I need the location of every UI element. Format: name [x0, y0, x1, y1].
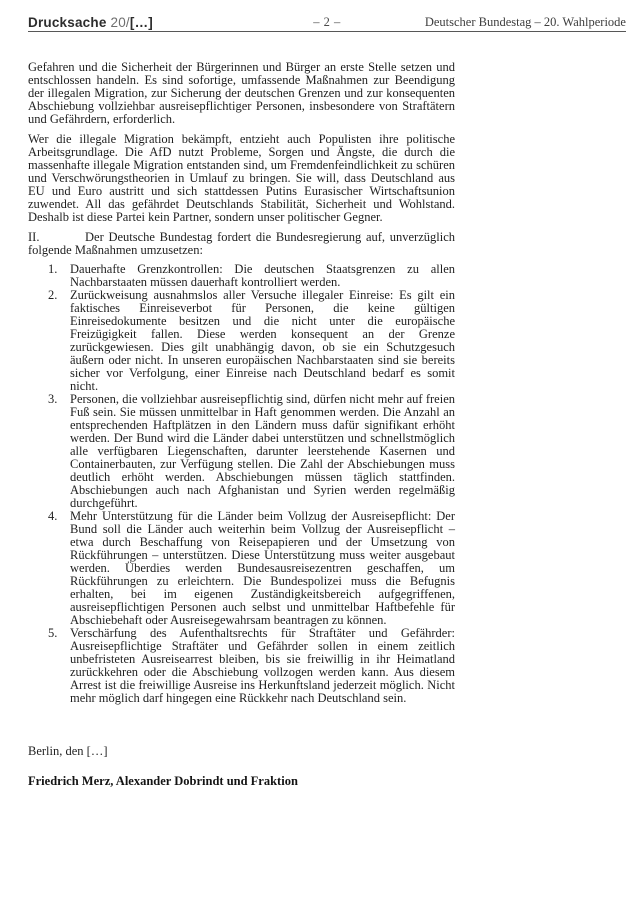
list-item-number: 3. — [48, 392, 58, 406]
paragraph-afd: Wer die illegale Migration bekämpft, entzieht auch Populisten ihre politische Arbeitsgrundlage. Die AfD nutzt Probleme, Sorgen und Ängste, die durch die massenhafte illegale Migration entstanden sind, um Fremdenfeindlichkeit zu schüren und Verschwörungstheorien in Umlauf zu bringen. Sie will, dass Deutschland aus EU und Euro austritt und sich stattdessen Putins Eurasischer Wirtschaftsunion zuwendet. All das gefährdet Deutschlands Stabilität, Sicherheit und Wohlstand. Deshalb ist diese Partei kein Partner, sondern unser politischer Gegner. — [28, 132, 455, 224]
page-header — [28, 13, 626, 32]
list-item-text: Verschärfung des Aufenthaltsrechts für Straftäter und Gefährder: Ausreisepflichtige Straftäter und Gefährder sollen in einem zeitlich unbefristeten Ausreisearrest bleiben, bis sie freiwillig in ihr Heimatland zurückkehren oder die Abschiebung vollzogen werden kann. Aus diesem Arrest ist die freiwillige Ausreise ins Herkunftsland jederzeit möglich. Nicht mehr möglich darf hingegen eine Rückkehr nach Deutschland sein. — [70, 626, 455, 705]
signature-line: Friedrich Merz, Alexander Dobrindt und Fraktion — [28, 774, 298, 788]
list-item-number: 2. — [48, 288, 58, 302]
paragraph-intro: Gefahren und die Sicherheit der Bürgerinnen und Bürger an erste Stelle setzen und entschlossen handeln. Es sind sofortige, umfassende Maßnahmen zur Beendigung der illegalen Migration, zur Sicherung der deutschen Grenzen und zur konsequenten Abschiebung vollziehbar ausreisepflichtiger Personen, insbesondere von Straftätern und Gefährdern, erforderlich. — [28, 60, 455, 126]
list-item — [28, 393, 455, 510]
drucksache-label: Drucksache — [28, 15, 107, 30]
list-item — [28, 627, 455, 705]
page-number: – 2 – — [313, 15, 341, 29]
list-item — [28, 263, 455, 289]
list-item — [28, 289, 455, 393]
list-item-number: 1. — [48, 262, 58, 276]
drucksache-number: 20/ — [106, 15, 130, 30]
drucksache-number-placeholder: […] — [129, 15, 153, 30]
list-item-text: Personen, die vollziehbar ausreisepflichtig sind, dürfen nicht mehr auf freien Fuß sein. Sie müssen unmittelbar in Haft genommen werden. Die Anzahl an entsprechenden Haftplätzen in den Ländern muss dafür signifikant erhöht werden. Der Bund wird die Länder dabei unterstützen und schnellstmöglich alle verfügbaren Liegenschaften, darunter leerstehende Kasernen und Containerbauten, zur Verfügung stellen. Die Zahl der Abschiebungen muss deutlich erhöht werden. Abschiebungen müssen täglich stattfinden. Abschiebungen auch nach Afghanistan und Syrien werden regelmäßig durchgeführt. — [70, 392, 455, 510]
list-item-text: Zurückweisung ausnahmslos aller Versuche illegaler Einreise: Es gilt ein faktisches Einreiseverbot für Personen, die keine gültigen Einreisedokumente besitzen und die nicht unter die europäische Freizügigkeit fallen. Diese werden konsequent an der Grenze zurückgewiesen. Dies gilt unabhängig davon, ob sie ein Schutzgesuch äußern oder nicht. In unseren europäischen Nachbarstaaten sind sie bereits sicher vor Verfolgung, einer Einreise nach Deutschland bedarf es somit nicht. — [70, 288, 455, 393]
measures-list — [28, 263, 455, 705]
list-item-number: 4. — [48, 509, 58, 523]
list-item — [28, 510, 455, 627]
section-numeral: II. — [28, 230, 40, 244]
header-legislature-label: Deutscher Bundestag – 20. Wahlperiode — [424, 15, 626, 29]
list-item-number: 5. — [48, 626, 58, 640]
list-item-text: Dauerhafte Grenzkontrollen: Die deutschen Staatsgrenzen zu allen Nachbarstaaten müssen dauerhaft kontrolliert werden. — [70, 262, 455, 289]
document-body — [28, 61, 455, 795]
place-date-line: Berlin, den […] — [28, 744, 108, 758]
list-item-text: Mehr Unterstützung für die Länder beim Vollzug der Ausreisepflicht: Der Bund soll die Länder auch weiterhin beim Vollzug der Ausreisepflicht – etwa durch Beschaffung von Reisepapieren und der Umsetzung von Rückführungen – unterstützen. Diese Unterstützung muss weiter ausgebaut werden. Überdies werden Bundesausreisezentren geschaffen, um Rückführungen zu erleichtern. Die Bundespolizei muss die Befugnis erhalten, bei im eigenen Zuständigkeitsbereich aufgegriffenen, ausreisepflichtigen Personen auch selbst und unmittelbar Haftbefehle für Abschiebehaft oder Ausreisegewahrsam beantragen zu können. — [70, 509, 455, 627]
section-text: Der Deutsche Bundestag fordert die Bundesregierung auf, unverzüglich folgende Maßnahmen umzusetzen: — [28, 230, 455, 257]
section-ii-paragraph — [28, 231, 455, 257]
